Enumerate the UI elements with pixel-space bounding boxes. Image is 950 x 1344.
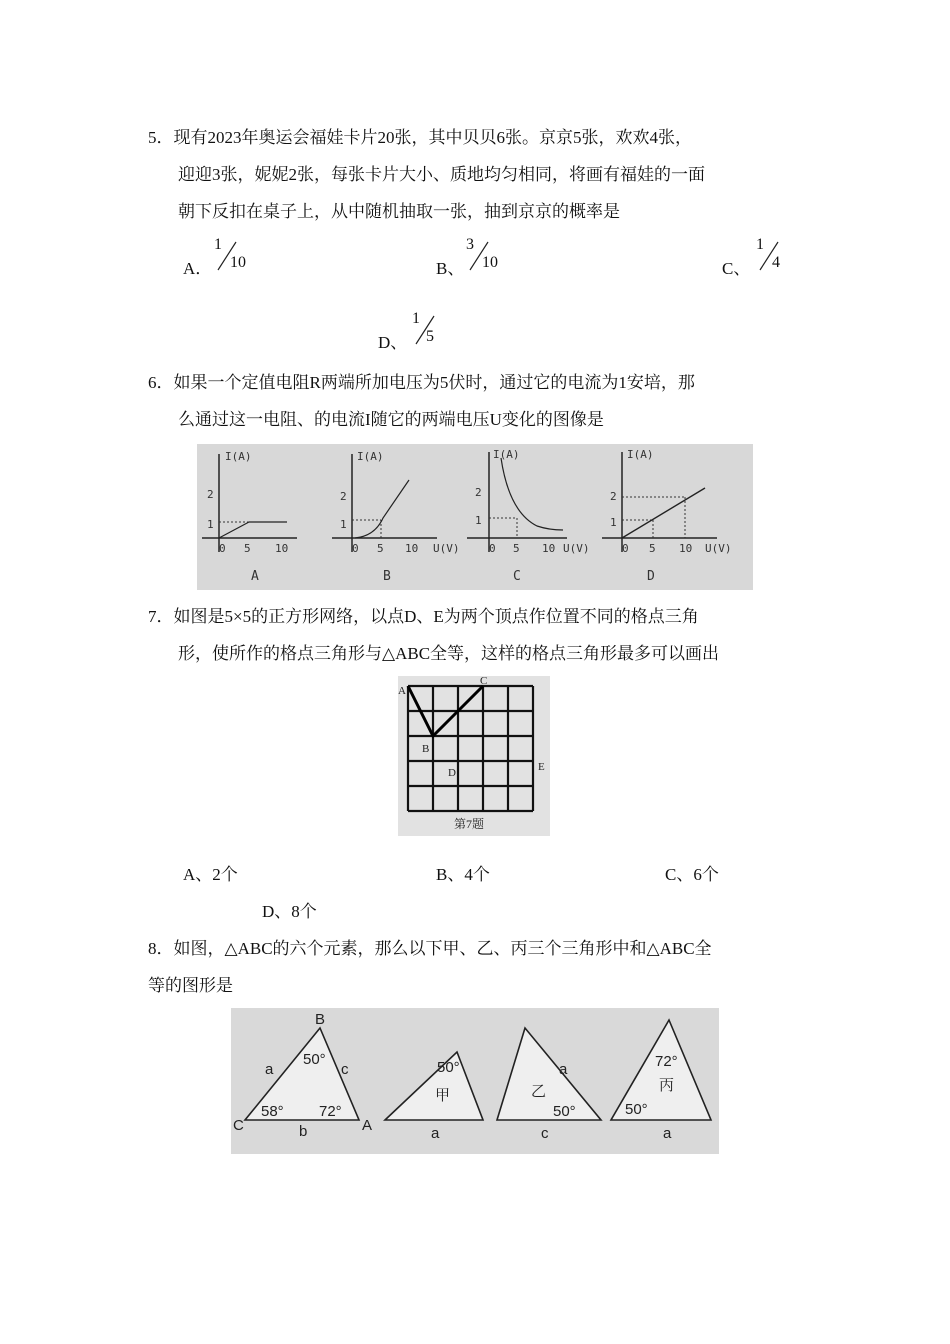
fraction-numerator: 3: [466, 236, 474, 253]
point-d-label: D: [448, 767, 456, 779]
tick-x-5: 5: [649, 542, 656, 555]
vertex-c-label: C: [233, 1117, 244, 1134]
tick-x-0: 0: [352, 542, 359, 555]
q5-option-c-fraction: [742, 236, 798, 288]
q7-line-2: 形，使所作的格点三角形与△ABC全等，这样的格点三角形最多可以画出: [178, 644, 720, 663]
panel-label-c: C: [513, 569, 521, 584]
jia-angle-label: 50°: [437, 1059, 460, 1076]
point-c-label: C: [480, 676, 488, 687]
q7-option-a: A、2个: [183, 865, 238, 884]
tick-y-2: 2: [610, 490, 617, 503]
tick-y-1: 1: [475, 514, 482, 527]
fraction-numerator: 1: [756, 236, 764, 253]
x-axis-label: U(V): [433, 542, 460, 555]
yi-name: 乙: [531, 1083, 547, 1100]
q8-triangles-figure: [231, 1008, 719, 1154]
yi-side-c-label: c: [541, 1125, 549, 1142]
fraction-numerator: 1: [214, 236, 222, 253]
panel-label-d: D: [647, 569, 655, 584]
q5-option-a-fraction: [200, 236, 256, 288]
fraction-numerator: 1: [412, 310, 420, 327]
y-axis-label: I(A): [493, 448, 520, 461]
q8-line-2: 等的图形是: [148, 976, 233, 995]
tick-x-5: 5: [377, 542, 384, 555]
q5-line-1: 5．现有2023年奥运会福娃卡片20张，其中贝贝6张。京京5张，欢欢4张，: [148, 128, 692, 147]
fraction-denominator: 10: [482, 254, 498, 271]
q5-option-d-label: D、: [378, 333, 408, 352]
q7-option-c: C、6个: [665, 865, 719, 884]
angle-b-label: 50°: [303, 1051, 326, 1068]
fraction-denominator: 4: [772, 254, 780, 271]
side-b-label: b: [299, 1123, 308, 1140]
q5-option-b-fraction: [452, 236, 508, 288]
tick-y-1: 1: [207, 518, 214, 531]
q7-option-b: B、4个: [436, 865, 490, 884]
angle-c-label: 58°: [261, 1103, 284, 1120]
bing-angle1-label: 72°: [655, 1053, 678, 1070]
q5-option-b-label: B、: [436, 259, 465, 278]
q7-line-1: 7．如图是5×5的正方形网络，以点D、E为两个顶点作位置不同的格点三角: [148, 607, 699, 626]
bing-name: 丙: [659, 1077, 675, 1094]
tick-x-5: 5: [244, 542, 251, 555]
tick-x-0: 0: [489, 542, 496, 555]
q5-option-c-label: C、: [722, 259, 751, 278]
tick-x-10: 10: [275, 542, 289, 555]
side-c-label: c: [341, 1061, 349, 1078]
tick-y-2: 2: [475, 486, 482, 499]
tick-x-0: 0: [622, 542, 629, 555]
point-e-label: E: [538, 761, 545, 773]
figure-caption: 第7题: [454, 817, 485, 831]
tick-y-2: 2: [340, 490, 347, 503]
q7-option-d: D、8个: [262, 902, 317, 921]
angle-a-label: 72°: [319, 1103, 342, 1120]
point-a-label: A: [398, 685, 406, 697]
yi-side-a-label: a: [559, 1061, 568, 1078]
vertex-b-label: B: [315, 1011, 326, 1028]
side-a-label: a: [265, 1061, 274, 1078]
fraction-denominator: 5: [426, 328, 434, 345]
q6-graphs-figure: [197, 444, 753, 590]
panel-label-a: A: [251, 569, 259, 584]
q7-grid-figure: [398, 676, 550, 836]
q5-line-2: 迎迎3张，妮妮2张，每张卡片大小、质地均匀相同，将画有福娃的一面: [178, 165, 705, 184]
tick-y-2: 2: [207, 488, 214, 501]
bing-angle2-label: 50°: [625, 1101, 648, 1118]
q5-option-a-label: A．: [183, 259, 213, 278]
yi-angle-label: 50°: [553, 1103, 576, 1120]
tick-x-10: 10: [542, 542, 556, 555]
jia-name: 甲: [435, 1087, 451, 1104]
q6-line-2: 么通过这一电阻、的电流I随它的两端电压U变化的图像是: [178, 410, 604, 429]
y-axis-label: I(A): [627, 448, 654, 461]
y-axis-label: I(A): [357, 450, 384, 463]
tick-x-10: 10: [405, 542, 419, 555]
fraction-denominator: 10: [230, 254, 246, 271]
tick-x-5: 5: [513, 542, 520, 555]
vertex-a-label: A: [362, 1117, 373, 1134]
q6-line-1: 6．如果一个定值电阻R两端所加电压为5伏时，通过它的电流为1安培，那: [148, 373, 695, 392]
y-axis-label: I(A): [225, 450, 252, 463]
jia-side-label: a: [431, 1125, 440, 1142]
x-axis-label: U(V): [705, 542, 732, 555]
panel-label-b: B: [383, 569, 391, 584]
q5-line-3: 朝下反扣在桌子上，从中随机抽取一张，抽到京京的概率是: [178, 202, 620, 221]
tick-x-0: 0: [219, 542, 226, 555]
q8-line-1: 8．如图，△ABC的六个元素，那么以下甲、乙、丙三个三角形中和△ABC全: [148, 939, 712, 958]
tick-y-1: 1: [340, 518, 347, 531]
tick-x-10: 10: [679, 542, 693, 555]
x-axis-label: U(V): [563, 542, 590, 555]
tick-y-1: 1: [610, 516, 617, 529]
point-b-label: B: [422, 743, 430, 755]
q5-option-d-fraction: [398, 310, 454, 362]
bing-side-label: a: [663, 1125, 672, 1142]
